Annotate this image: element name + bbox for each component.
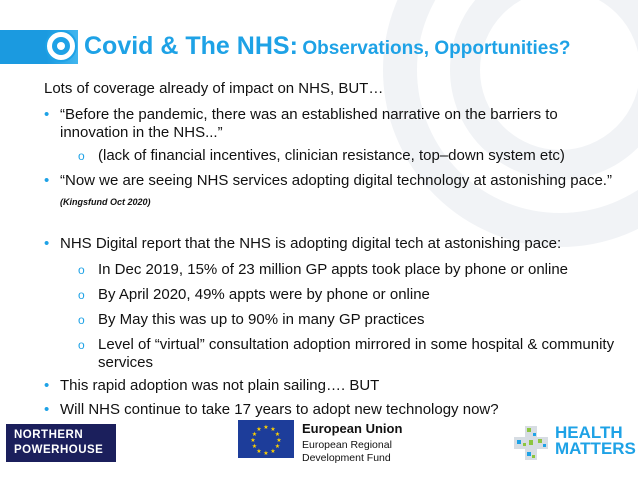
sub-bullet-text: In Dec 2019, 15% of 23 million GP appts took place by phone or online (98, 261, 569, 278)
svg-text:★: ★ (263, 450, 269, 457)
title-main: Covid & The NHS: (84, 32, 298, 60)
ring-bullet-icon: o (78, 288, 85, 302)
np-line-1: NORTHERN (14, 429, 84, 441)
bullet-text: Will NHS continue to take 17 years to adopt new technology now? (60, 401, 499, 418)
bullet-item (44, 235, 619, 253)
bullet-text (60, 172, 619, 211)
ring-bullet-icon: o (78, 338, 85, 352)
quote-text: “Now we are seeing NHS services adopting digital technology at astonishing pace.” (60, 172, 612, 189)
svg-text:★: ★ (250, 437, 256, 444)
bullet-dot-icon: • (44, 235, 50, 252)
eu-line-2: Development Fund (302, 452, 391, 464)
bullet-item (44, 377, 619, 395)
sub-bullet-text: By April 2020, 49% appts were by phone or online (98, 286, 430, 303)
bullet-text: This rapid adoption was not plain sailing…. BUT (60, 377, 380, 394)
svg-text:★: ★ (274, 443, 281, 450)
sub-bullet-item (78, 336, 618, 372)
hm-line-2: MATTERS (555, 439, 636, 458)
citation: (Kingsfund Oct 2020) (60, 197, 151, 207)
svg-text:★: ★ (251, 431, 258, 438)
health-matters-cross-icon (512, 424, 550, 462)
bullet-dot-icon: • (44, 377, 50, 394)
bullet-dot-icon: • (44, 106, 50, 123)
sub-bullet-item (78, 147, 618, 165)
bullet-text: NHS Digital report that the NHS is adopting digital tech at astonishing pace: (60, 235, 562, 252)
ring-bullet-icon: o (78, 149, 85, 163)
svg-text:★: ★ (270, 448, 276, 455)
svg-text:★: ★ (251, 443, 258, 450)
hm-line-1: HEALTH (555, 423, 623, 442)
health-matters-logo-text (555, 425, 636, 457)
ring-bullet-icon: o (78, 263, 85, 277)
title-sub: Observations, Opportunities? (302, 38, 571, 59)
sub-bullet-text: (lack of financial incentives, clinician resistance, top–down system etc) (98, 147, 565, 164)
np-line-2: POWERHOUSE (14, 444, 104, 456)
svg-text:★: ★ (263, 424, 269, 431)
sub-bullet-item (78, 261, 618, 279)
target-ring-icon (44, 29, 78, 63)
svg-text:★: ★ (256, 426, 262, 433)
svg-text:★: ★ (274, 431, 281, 438)
eu-flag-icon (238, 420, 294, 458)
bullet-dot-icon: • (44, 401, 50, 418)
page-title (84, 32, 571, 61)
sub-bullet-item (78, 311, 618, 329)
svg-text:★: ★ (256, 448, 262, 455)
sub-bullet-text: Level of “virtual” consultation adoption mirrored in some hospital & community services (98, 336, 615, 371)
eu-line-1: European Regional (302, 439, 392, 451)
bullet-item (44, 172, 619, 211)
bullet-text: “Before the pandemic, there was an established narrative on the barriers to innovation in the NHS...” (60, 106, 558, 141)
sub-bullet-text: By May this was up to 90% in many GP practices (98, 311, 425, 328)
ring-bullet-icon: o (78, 313, 85, 327)
svg-text:★: ★ (270, 426, 276, 433)
bullet-dot-icon: • (44, 172, 50, 189)
bullet-item (44, 401, 619, 419)
eu-title: European Union (302, 421, 403, 436)
eu-subtitle (302, 439, 392, 465)
svg-text:★: ★ (276, 437, 282, 444)
northern-powerhouse-logo (6, 424, 116, 462)
intro-text: Lots of coverage already of impact on NHS, BUT… (44, 80, 384, 97)
bullet-item (44, 106, 619, 142)
sub-bullet-item (78, 286, 618, 304)
